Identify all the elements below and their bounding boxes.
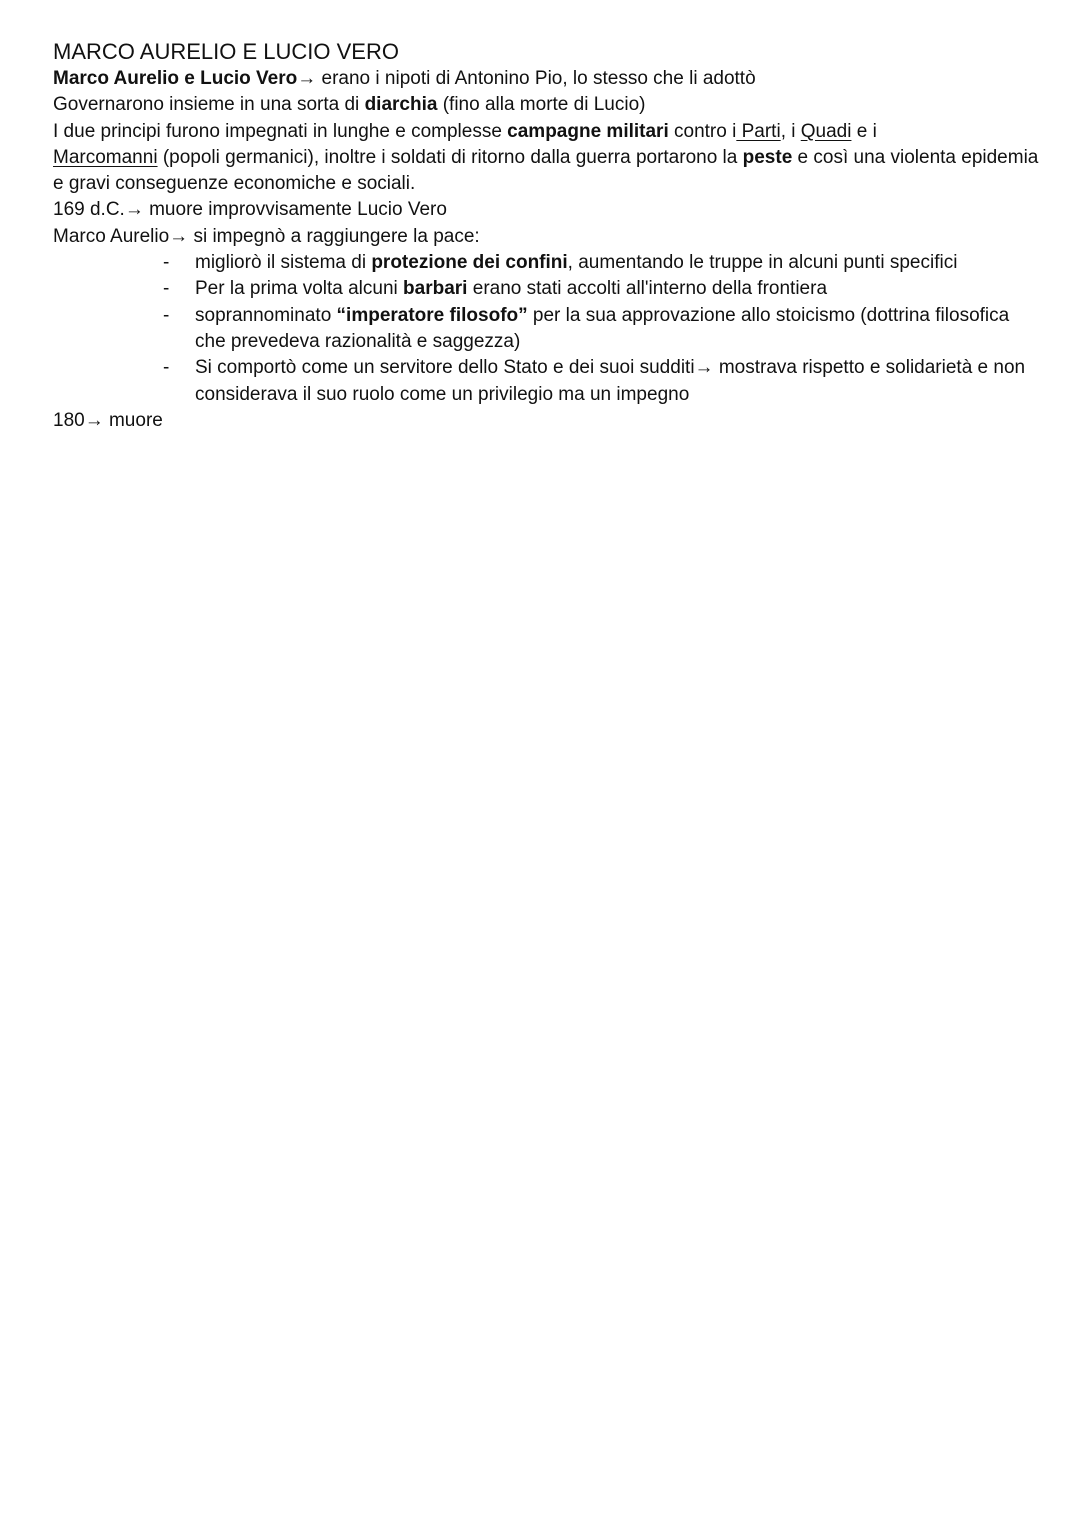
paragraph-campaigns: [53, 119, 1043, 198]
document-body: [53, 38, 1043, 434]
underlined-text: Quadi: [800, 120, 852, 142]
bullet-list: [53, 250, 1043, 408]
list-item: [163, 250, 1043, 276]
list-item: [163, 303, 1043, 356]
bullet-dash: -: [163, 304, 170, 326]
list-item: [163, 355, 1043, 408]
text: soprannominato: [195, 304, 337, 326]
paragraph-intro: [53, 66, 1043, 92]
bold-text: peste: [742, 146, 793, 168]
bold-text: protezione dei confini: [371, 252, 568, 274]
paragraph-marco-aurelio: Marco Aurelio→ si impegnò a raggiungere la pace:: [53, 225, 480, 247]
text: contro i: [668, 120, 737, 142]
text: , i: [780, 120, 801, 142]
list-item: [163, 276, 1043, 302]
text: , aumentando le truppe in alcuni punti specifici: [567, 252, 958, 274]
text: → erano i nipoti di Antonino Pio, lo stesso che li adottò: [297, 68, 756, 89]
text: (popoli germanici), inoltre i soldati di ritorno dalla guerra portarono la: [157, 146, 743, 168]
text: migliorò il sistema di: [195, 252, 372, 274]
bold-text: Marco Aurelio e Lucio Vero: [53, 68, 298, 89]
document-title: MARCO AURELIO E LUCIO VERO: [53, 39, 399, 64]
text: Per la prima volta alcuni: [195, 278, 404, 300]
text: Si comportò come un servitore dello Stato e dei suoi sudditi→ mostrava rispetto e solidarietà e non considerava il suo ruolo come un privilegio ma un impegno: [195, 357, 1026, 405]
bullet-dash: -: [163, 278, 170, 300]
text: per la sua approvazione allo stoicismo (dottrina filosofica che prevedeva razionalità e saggezza): [195, 304, 1010, 352]
bullet-dash: -: [163, 252, 170, 274]
bold-text: barbari: [403, 278, 468, 300]
paragraph-169: 169 d.C.→ muore improvvisamente Lucio Vero: [53, 199, 447, 221]
text: e i: [851, 120, 877, 142]
underlined-text: Marcomanni: [53, 146, 158, 168]
bullet-dash: -: [163, 357, 170, 379]
text: e così una violenta epidemia e gravi conseguenze economiche e sociali.: [53, 146, 1039, 195]
text: I due principi furono impegnati in lunghe e complesse: [53, 120, 508, 142]
underlined-text: Parti: [736, 120, 781, 142]
text: (fino alla morte di Lucio): [437, 94, 646, 116]
bold-text: diarchia: [364, 94, 438, 116]
paragraph-180: 180→ muore: [53, 409, 163, 431]
bold-text: “imperatore filosofo”: [336, 304, 528, 326]
text: Governarono insieme in una sorta di: [53, 94, 365, 116]
paragraph-diarchia: [53, 92, 1043, 118]
text: erano stati accolti all'interno della frontiera: [467, 278, 828, 300]
bold-text: campagne militari: [507, 120, 669, 142]
